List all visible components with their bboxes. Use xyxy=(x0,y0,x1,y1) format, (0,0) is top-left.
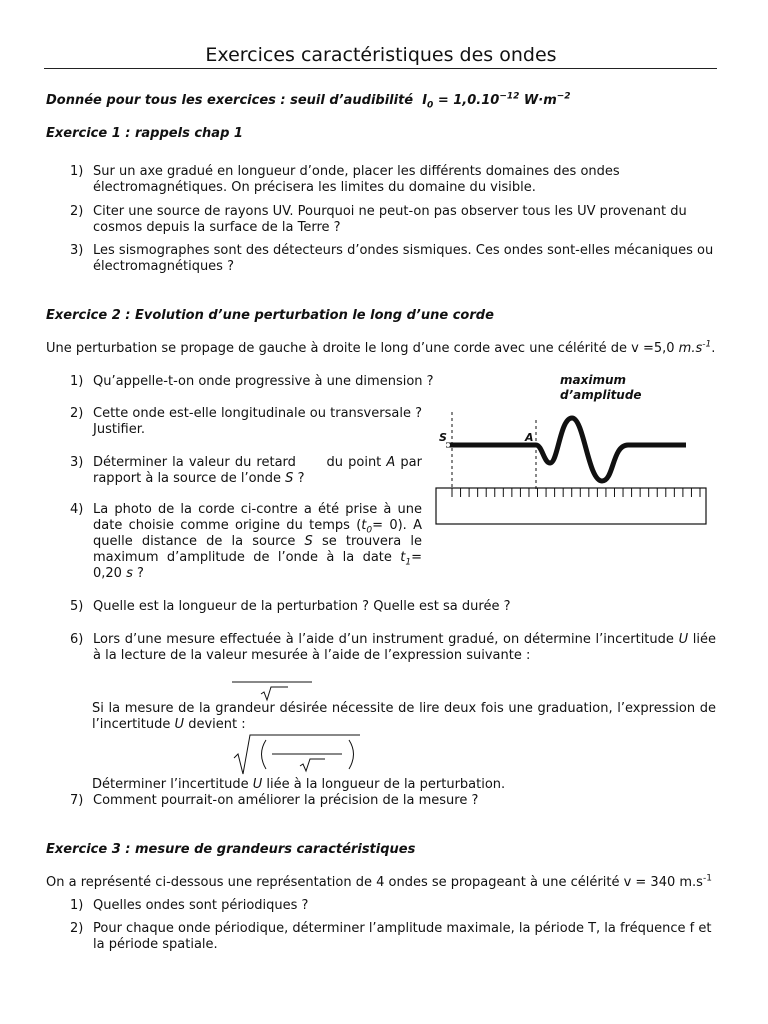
ex3-intro xyxy=(46,875,716,891)
q4-t1-sub: 1 xyxy=(405,557,412,568)
q4-text-f: se trouvera le maximum d’amplitude de l’onde à la date xyxy=(93,534,422,565)
ex2-intro-exp: -1 xyxy=(702,339,712,350)
q4-text-i: = 0,20 xyxy=(93,550,422,581)
item-text: Citer une source de rayons UV. Pourquoi ne peut-on pas observer tous les UV provenant du cosmos depuis la surface de la Terre ? xyxy=(93,204,687,235)
q4-text-d: = 0). A quelle distance de la source xyxy=(93,518,422,549)
label-max-2: d’amplitude xyxy=(560,388,642,402)
ex1-heading: Exercice 1 : rappels chap 1 xyxy=(46,126,243,141)
q4-text-k: ? xyxy=(137,566,144,581)
item-text: Comment pourrait-on améliorer la précision de la mesure ? xyxy=(93,793,479,808)
ex2-q7 xyxy=(70,793,716,809)
q6-para-c: devient : xyxy=(188,717,246,732)
q6-para-u: U xyxy=(174,717,185,732)
ex2-intro xyxy=(46,341,716,357)
q6-end-u: U xyxy=(252,777,263,792)
item-number: 1) xyxy=(70,374,84,389)
q3-text-b: du point xyxy=(326,455,382,470)
page-title: Exercices caractéristiques des ondes xyxy=(205,44,557,66)
donnee-sub: 0 xyxy=(427,100,434,111)
item-number: 3) xyxy=(70,243,84,258)
item-number: 1) xyxy=(70,898,84,913)
item-text: Cette onde est-elle longitudinale ou transversale ? Justifier. xyxy=(93,406,422,437)
item-number: 1) xyxy=(70,164,84,179)
ex2-q6-end xyxy=(92,777,716,793)
q6-end-a: Déterminer l’incertitude xyxy=(92,777,249,792)
ex3-item-1 xyxy=(70,898,716,914)
ex2-q2 xyxy=(70,406,422,438)
q4-t-sub: 0 xyxy=(366,525,373,536)
ex1-item-2 xyxy=(70,204,716,236)
rope-figure xyxy=(432,368,714,530)
rope-line xyxy=(446,418,686,481)
item-number: 7) xyxy=(70,793,84,808)
inner-sqrt xyxy=(300,759,325,771)
ex3-intro-exp: -1 xyxy=(702,873,712,884)
ex1-item-1 xyxy=(70,164,716,196)
item-text: Quelle est la longueur de la perturbation ? Quelle est sa durée ? xyxy=(93,599,511,614)
sqrt-sign xyxy=(261,687,288,700)
q3-text-d: par rapport à la source de l’onde xyxy=(93,455,422,486)
left-paren xyxy=(262,740,267,769)
ex2-q5 xyxy=(70,599,716,615)
title-rule xyxy=(44,68,717,69)
item-number: 5) xyxy=(70,599,84,614)
item-text: Sur un axe gradué en longueur d’onde, placer les différents domaines des ondes électromagnétiques. On précisera les limites du domaine du visible. xyxy=(93,164,620,195)
q6-text-c: liée à la lecture de la valeur mesurée à l’aide de l’expression suivante : xyxy=(93,632,716,663)
label-s: S xyxy=(439,431,447,444)
q3-text-a: Déterminer la valeur du retard xyxy=(93,455,296,470)
q4-unit-s: s xyxy=(126,566,133,581)
item-text: Quelles ondes sont périodiques ? xyxy=(93,898,309,913)
ex2-heading: Exercice 2 : Evolution d’une perturbation le long d’une corde xyxy=(46,308,494,323)
q6-u: U xyxy=(678,632,689,647)
ex3-item-2 xyxy=(70,921,716,953)
ex2-intro-text: Une perturbation se propage de gauche à droite le long d’une corde avec une célérité de v =5,0 xyxy=(46,341,675,356)
label-max-1: maximum xyxy=(560,373,627,387)
ruler-ticks xyxy=(452,488,700,497)
ex2-intro-end: . xyxy=(711,341,716,356)
source-point xyxy=(446,443,450,447)
donnee-prefix: Donnée pour tous les exercices : seuil d’audibilité xyxy=(46,93,414,108)
donnee-unit-exp: −2 xyxy=(556,91,571,102)
ex1-item-3 xyxy=(70,243,716,275)
right-paren xyxy=(349,740,354,769)
q4-t: t xyxy=(361,518,367,533)
label-a: A xyxy=(525,431,534,444)
item-number: 3) xyxy=(70,455,84,470)
ex3-intro-text: On a représenté ci-dessous une représentation de 4 ondes se propageant à une célérité v = 340 m.s xyxy=(46,875,703,890)
ex2-q3 xyxy=(70,455,422,487)
ex2-q4 xyxy=(70,502,422,582)
q6-end-c: liée à la longueur de la perturbation. xyxy=(266,777,506,792)
formula-2 xyxy=(232,732,364,778)
donnee-line xyxy=(46,91,726,111)
q4-t1: t xyxy=(400,550,406,565)
item-number: 2) xyxy=(70,406,84,421)
item-text: Les sismographes sont des détecteurs d’ondes sismiques. Ces ondes sont-elles mécaniques ou électromagnétiques ? xyxy=(93,243,714,274)
q6-text-a: Lors d’une mesure effectuée à l’aide d’un instrument gradué, on détermine l’incertitude xyxy=(93,632,674,647)
item-text: Pour chaque onde périodique, déterminer l’amplitude maximale, la période T, la fréquence f et la période spatiale. xyxy=(93,921,712,952)
item-number: 4) xyxy=(70,502,84,517)
item-text: Qu’appelle-t-on onde progressive à une dimension ? xyxy=(93,374,434,389)
formula-1 xyxy=(230,676,320,704)
ex2-intro-unit: m.s xyxy=(678,341,703,356)
ex3-heading: Exercice 3 : mesure de grandeurs caractéristiques xyxy=(46,842,416,857)
ex2-q6 xyxy=(70,632,716,664)
q6-para-a: Si la mesure de la grandeur désirée nécessite de lire deux fois une graduation, l’expression de l’incertitude xyxy=(92,701,716,732)
q4-source-s: S xyxy=(304,534,313,549)
donnee-equals: = 1,0.10 xyxy=(433,93,500,108)
ex2-q6-para xyxy=(92,701,716,733)
donnee-unit: W·m xyxy=(519,93,557,108)
item-number: 6) xyxy=(70,632,84,647)
q3-text-f: ? xyxy=(297,471,305,486)
q3-point-a: A xyxy=(386,455,396,470)
donnee-symbol: I xyxy=(422,93,428,108)
item-number: 2) xyxy=(70,204,84,219)
q3-source-s: S xyxy=(285,471,294,486)
item-number: 2) xyxy=(70,921,84,936)
donnee-exp: −12 xyxy=(499,91,520,102)
q4-text-a: La photo de la corde ci-contre a été prise à une date choisie comme origine du temps ( xyxy=(93,502,422,533)
